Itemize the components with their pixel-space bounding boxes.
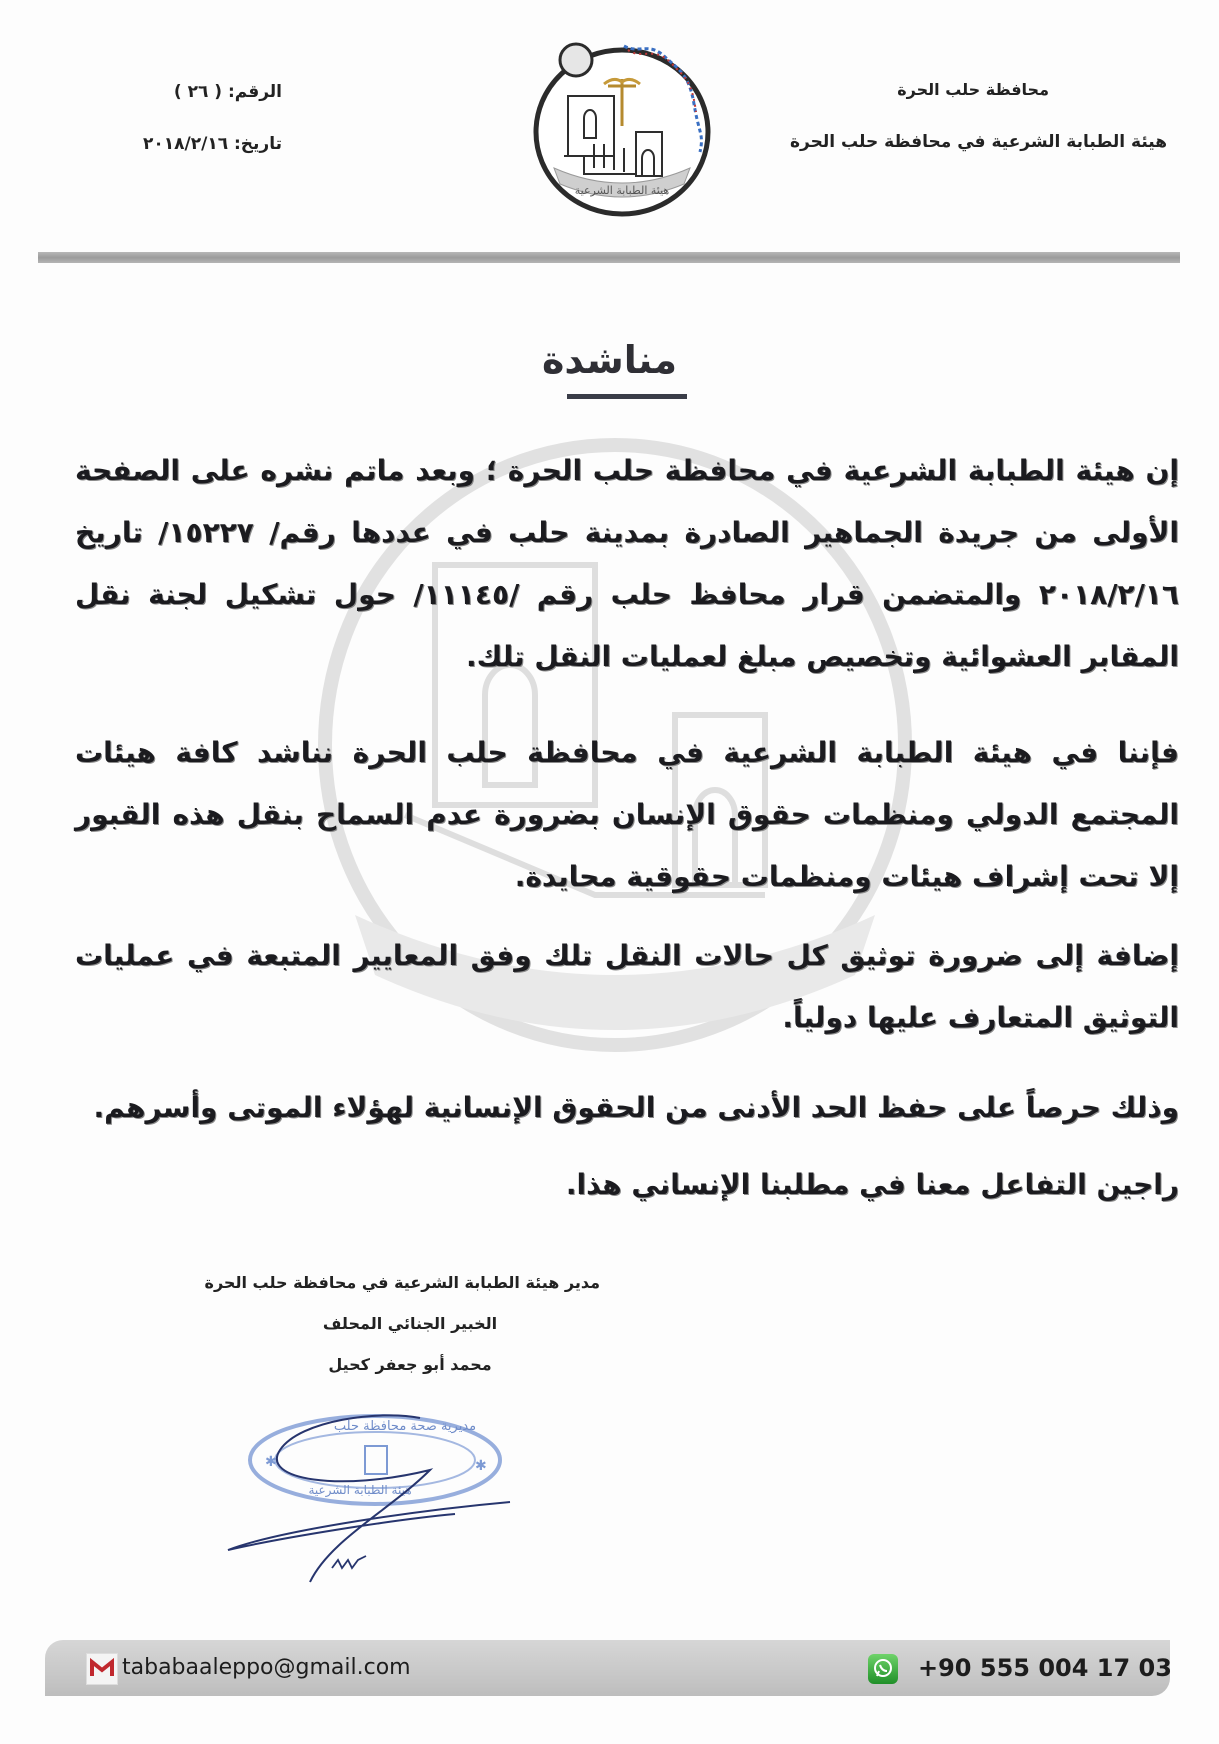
stamp-text-bottom: هيئة الطبابة الشرعية (308, 1483, 412, 1497)
reference-date (82, 118, 282, 170)
title-underline (567, 394, 687, 399)
official-stamp-and-signature (220, 1410, 530, 1590)
header-divider (38, 252, 1180, 263)
number-label: الرقم: (227, 82, 282, 102)
signatory-name: محمد أبو جعفر كحيل (328, 1355, 492, 1374)
document-title: مناشدة (541, 338, 678, 382)
body-paragraph: فإننا في هيئة الطبابة الشرعية في محافظة حلب الحرة نناشد كافة هيئات المجتمع الدولي ومنظمات حقوق الإنسان بضرورة عدم السماح بنقل هذه القبور إلا تحت إشراف هيئات ومنظمات حقوقية محايدة. (75, 736, 1179, 893)
body-paragraph: إن هيئة الطبابة الشرعية في محافظة حلب الحرة ؛ وبعد ماتم نشره على الصفحة الأولى من جريدة الجماهير الصادرة بمدينة حلب في عددها رقم/ ١٥٢٢٧/ تاريخ ٢٠١٨/٢/١٦ والمتضمن قرار محافظ حلب رقم /١١١٤٥/ حول تشكيل لجنة نقل المقابر العشوائية وتخصيص مبلغ لعمليات النقل تلك. (75, 454, 1179, 673)
signatory-role: الخبير الجنائي المحلف (322, 1314, 498, 1333)
body-paragraph: وذلك حرصاً على حفظ الحد الأدنى من الحقوق الإنسانية لهؤلاء الموتى وأسرهم. (93, 1091, 1179, 1124)
date-label: تاريخ: (234, 134, 282, 154)
header-reference (82, 66, 282, 170)
authority-name: هيئة الطبابة الشرعية في محافظة حلب الحرة (790, 132, 1167, 152)
gmail-icon (86, 1653, 118, 1685)
number-value: ( ٢٦ ) (173, 82, 223, 102)
signature-block (200, 1262, 620, 1385)
body-paragraph: راجين التفاعل معنا في مطلبنا الإنساني هذا. (565, 1168, 1179, 1201)
contact-phone[interactable]: +90 555 004 17 03 (918, 1654, 1172, 1682)
whatsapp-icon (868, 1654, 898, 1684)
stamp-text-top: مديرية صحة محافظة حلب (333, 1419, 477, 1434)
date-value: ٢٠١٨/٢/١٦ (143, 134, 229, 154)
svg-text:✱: ✱ (475, 1458, 487, 1474)
reference-number (82, 66, 282, 118)
body-paragraph: إضافة إلى ضرورة توثيق كل حالات النقل تلك وفق المعايير المتبعة في عمليات التوثيق المتعارف عليها دولياً. (75, 939, 1179, 1034)
forensic-authority-logo (524, 34, 720, 220)
svg-text:✱: ✱ (265, 1454, 277, 1470)
signatory-position: مدير هيئة الطبابة الشرعية في محافظة حلب الحرة (204, 1273, 600, 1292)
contact-email[interactable]: tababaaleppo@gmail.com (122, 1655, 411, 1680)
governorate-name: محافظة حلب الحرة (897, 80, 1049, 99)
logo-caption: هيئة الطبابة الشرعية (574, 184, 670, 197)
header-organization (747, 64, 1167, 168)
